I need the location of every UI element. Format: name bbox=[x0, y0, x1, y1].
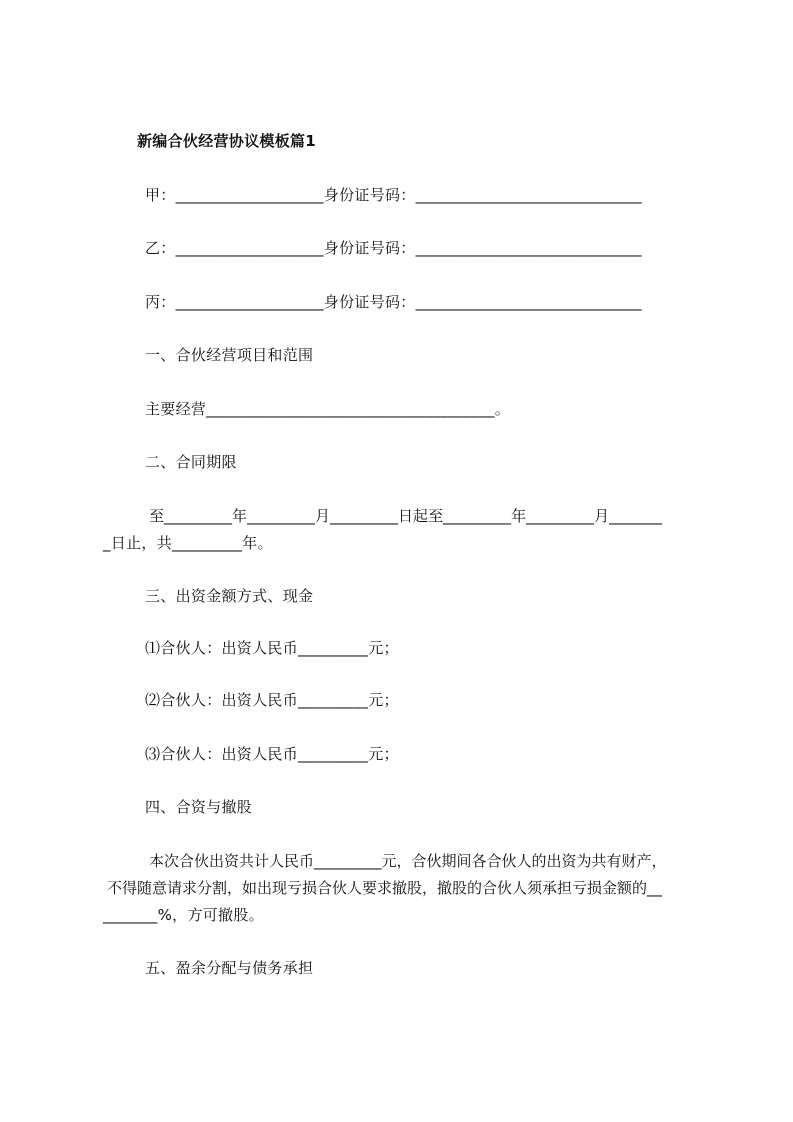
section-2-heading: 二、合同期限 bbox=[145, 453, 237, 471]
party-line-yi: 乙：___________________身份证号码：_____________________________ bbox=[145, 239, 642, 257]
section-3-item-3: ⑶合伙人：出资人民币_________元； bbox=[145, 745, 399, 763]
section-5-heading: 五、盈余分配与债务承担 bbox=[145, 959, 314, 977]
section-4-heading: 四、合资与撤股 bbox=[145, 798, 253, 816]
section-1-body: 主要经营_____________________________________。 bbox=[145, 400, 511, 418]
section-4-line-2: 不得随意请求分割，如出现亏损合伙人要求撤股，撤股的合伙人须承担亏损金额的__ bbox=[107, 879, 663, 897]
section-2-line-1: 至_________年_________月_________日起至_________年_________月_______ bbox=[149, 507, 663, 525]
section-4-line-3: _______%，方可撤股。 bbox=[103, 906, 264, 924]
party-line-bing: 丙：___________________身份证号码：_____________________________ bbox=[145, 293, 642, 311]
section-3-item-2: ⑵合伙人：出资人民币_________元； bbox=[145, 691, 399, 709]
page-title: 新编合伙经营协议模板篇1 bbox=[137, 132, 317, 150]
section-3-item-1: ⑴合伙人：出资人民币_________元； bbox=[145, 639, 399, 657]
section-2-line-2: _日止，共_________年。 bbox=[103, 534, 273, 552]
section-1-heading: 一、合伙经营项目和范围 bbox=[145, 346, 314, 364]
section-3-heading: 三、出资金额方式、现金 bbox=[145, 587, 314, 605]
section-4-line-1: 本次合伙出资共计人民币_________元，合伙期间各合伙人的出资为共有财产， bbox=[149, 852, 667, 870]
party-line-jia: 甲：___________________身份证号码：_____________________________ bbox=[145, 186, 642, 204]
